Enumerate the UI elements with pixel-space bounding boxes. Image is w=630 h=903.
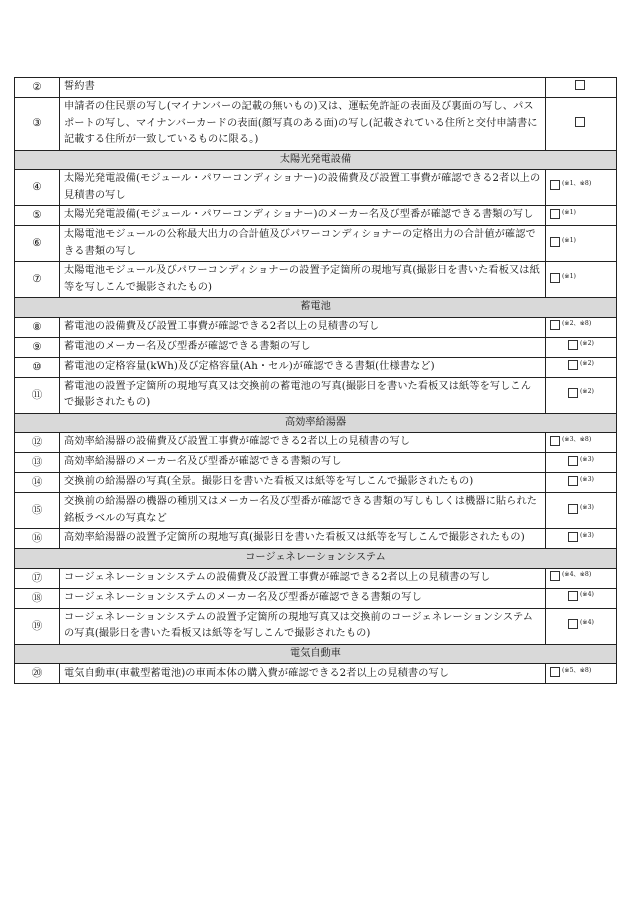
item-number: ⑳: [15, 664, 60, 684]
table-row: [15, 453, 617, 473]
footnote-ref: (※1、※8): [562, 180, 592, 188]
checkbox-cell: [546, 206, 617, 226]
table-row: [15, 568, 617, 588]
item-description: 太陽光発電設備(モジュール・パワーコンディショナー)のメーカー名及び型番が確認できる書類の写し: [60, 206, 546, 226]
footnote-ref: (※1): [562, 208, 576, 216]
item-description: 太陽光発電設備(モジュール・パワーコンディショナー)の設備費及び設置工事費が確認できる2者以上の見積書の写し: [60, 170, 546, 206]
footnote-ref: (※2): [580, 388, 594, 396]
item-description: 高効率給湯器の設備費及び設置工事費が確認できる2者以上の見積書の写し: [60, 433, 546, 453]
item-number: ⑥: [15, 226, 60, 262]
footnote-ref: (※4): [580, 619, 594, 627]
table-row: [15, 337, 617, 357]
checkbox-cell: [546, 317, 617, 337]
item-number: ⑬: [15, 453, 60, 473]
section-header-row: [15, 549, 617, 569]
table-row: [15, 588, 617, 608]
table-row: [15, 317, 617, 337]
item-number: ⑱: [15, 588, 60, 608]
table-row: [15, 529, 617, 549]
section-header-row: [15, 413, 617, 433]
footnote-ref: (※3): [580, 503, 594, 511]
checkbox[interactable]: [550, 667, 560, 677]
checkbox-cell: [546, 664, 617, 684]
item-description: 誓約書: [60, 78, 546, 98]
table-row: [15, 664, 617, 684]
checkbox-cell: [546, 98, 617, 151]
checkbox-cell: [546, 453, 617, 473]
table-row: [15, 433, 617, 453]
checkbox-cell: [546, 529, 617, 549]
table-row: [15, 170, 617, 206]
item-number: ②: [15, 78, 60, 98]
checkbox[interactable]: [550, 571, 560, 581]
item-description: 交換前の給湯器の写真(全景。撮影日を書いた看板又は紙等を写しこんで撮影されたもの): [60, 473, 546, 493]
checkbox-cell: [546, 226, 617, 262]
table-row: [15, 226, 617, 262]
table-row: [15, 78, 617, 98]
checkbox[interactable]: [550, 237, 560, 247]
table-row: [15, 608, 617, 644]
item-number: ③: [15, 98, 60, 151]
item-description: 蓄電池の定格容量(kWh)及び定格容量(Ah・セル)が確認できる書類(仕様書など): [60, 357, 546, 377]
table-row: [15, 493, 617, 529]
item-number: ④: [15, 170, 60, 206]
item-description: 太陽電池モジュールの公称最大出力の合計値及びパワーコンディショナーの定格出力の合計値が確認できる書類の写し: [60, 226, 546, 262]
checkbox[interactable]: [568, 388, 578, 398]
item-description: 交換前の給湯器の機器の種別又はメーカー名及び型番が確認できる書類の写しもしくは機器に貼られた銘板ラベルの写真など: [60, 493, 546, 529]
checkbox-cell: [546, 357, 617, 377]
item-description: 蓄電池の設置予定箇所の現地写真又は交換前の蓄電池の写真(撮影日を書いた看板又は紙等を写しこんで撮影されたもの): [60, 377, 546, 413]
section-title: 電気自動車: [15, 644, 617, 664]
footnote-ref: (※1): [562, 236, 576, 244]
checkbox[interactable]: [568, 591, 578, 601]
item-number: ⑤: [15, 206, 60, 226]
item-description: 蓄電池のメーカー名及び型番が確認できる書類の写し: [60, 337, 546, 357]
table-row: [15, 98, 617, 151]
section-title: 蓄電池: [15, 298, 617, 318]
section-title: 高効率給湯器: [15, 413, 617, 433]
item-description: 電気自動車(車載型蓄電池)の車両本体の購入費が確認できる2者以上の見積書の写し: [60, 664, 546, 684]
section-header-row: [15, 298, 617, 318]
item-description: 太陽電池モジュール及びパワーコンディショナーの設置予定箇所の現地写真(撮影日を書いた看板又は紙等を写しこんで撮影されたもの): [60, 262, 546, 298]
checkbox-cell: [546, 262, 617, 298]
item-number: ⑩: [15, 357, 60, 377]
item-number: ⑮: [15, 493, 60, 529]
checkbox[interactable]: [550, 273, 560, 283]
footnote-ref: (※3): [580, 531, 594, 539]
section-title: コージェネレーションシステム: [15, 549, 617, 569]
document-checklist-table: [14, 77, 617, 684]
table-row: [15, 357, 617, 377]
footnote-ref: (※3): [580, 455, 594, 463]
checkbox-cell: [546, 568, 617, 588]
section-title: 太陽光発電設備: [15, 150, 617, 170]
item-number: ⑦: [15, 262, 60, 298]
item-description: コージェネレーションシステムのメーカー名及び型番が確認できる書類の写し: [60, 588, 546, 608]
item-description: 申請者の住民票の写し(マイナンバーの記載の無いもの)又は、運転免許証の表面及び裏面の写し、パスポートの写し、マイナンバーカードの表面(顔写真のある面)の写し(記載されている住所と交付申請書に記載する住所が一致しているものに限る。): [60, 98, 546, 151]
footnote-ref: (※2): [580, 340, 594, 348]
item-number: ⑭: [15, 473, 60, 493]
checkbox-cell: [546, 473, 617, 493]
checkbox[interactable]: [568, 504, 578, 514]
item-number: ⑰: [15, 568, 60, 588]
item-description: 蓄電池の設備費及び設置工事費が確認できる2者以上の見積書の写し: [60, 317, 546, 337]
footnote-ref: (※4): [580, 591, 594, 599]
checkbox[interactable]: [568, 476, 578, 486]
checkbox[interactable]: [568, 340, 578, 350]
checkbox-cell: [546, 433, 617, 453]
checkbox-cell: [546, 170, 617, 206]
footnote-ref: (※3、※8): [562, 435, 592, 443]
checkbox-cell: [546, 588, 617, 608]
item-number: ⑪: [15, 377, 60, 413]
checkbox[interactable]: [550, 180, 560, 190]
checkbox[interactable]: [550, 320, 560, 330]
item-number: ⑧: [15, 317, 60, 337]
checkbox[interactable]: [575, 117, 585, 127]
checkbox-cell: [546, 493, 617, 529]
item-description: コージェネレーションシステムの設置予定箇所の現地写真又は交換前のコージェネレーションシステムの写真(撮影日を書いた看板又は紙等を写しこんで撮影されたもの): [60, 608, 546, 644]
checkbox[interactable]: [568, 532, 578, 542]
checkbox[interactable]: [568, 456, 578, 466]
footnote-ref: (※4、※8): [562, 571, 592, 579]
table-row: [15, 262, 617, 298]
footnote-ref: (※2): [580, 360, 594, 368]
table-row: [15, 473, 617, 493]
item-number: ⑯: [15, 529, 60, 549]
checkbox[interactable]: [568, 360, 578, 370]
item-number: ⑫: [15, 433, 60, 453]
footnote-ref: (※1): [562, 272, 576, 280]
checkbox-cell: [546, 78, 617, 98]
item-description: コージェネレーションシステムの設備費及び設置工事費が確認できる2者以上の見積書の写し: [60, 568, 546, 588]
checkbox[interactable]: [550, 436, 560, 446]
table-row: [15, 377, 617, 413]
section-header-row: [15, 150, 617, 170]
section-header-row: [15, 644, 617, 664]
checkbox-cell: [546, 337, 617, 357]
checkbox-cell: [546, 377, 617, 413]
table-row: [15, 206, 617, 226]
item-number: ⑨: [15, 337, 60, 357]
item-description: 高効率給湯器のメーカー名及び型番が確認できる書類の写し: [60, 453, 546, 473]
footnote-ref: (※3): [580, 475, 594, 483]
checkbox-cell: [546, 608, 617, 644]
checkbox[interactable]: [568, 619, 578, 629]
item-number: ⑲: [15, 608, 60, 644]
footnote-ref: (※2、※8): [562, 320, 592, 328]
checkbox[interactable]: [575, 80, 585, 90]
footnote-ref: (※5、※8): [562, 666, 592, 674]
checkbox[interactable]: [550, 209, 560, 219]
item-description: 高効率給湯器の設置予定箇所の現地写真(撮影日を書いた看板又は紙等を写しこんで撮影されたもの): [60, 529, 546, 549]
